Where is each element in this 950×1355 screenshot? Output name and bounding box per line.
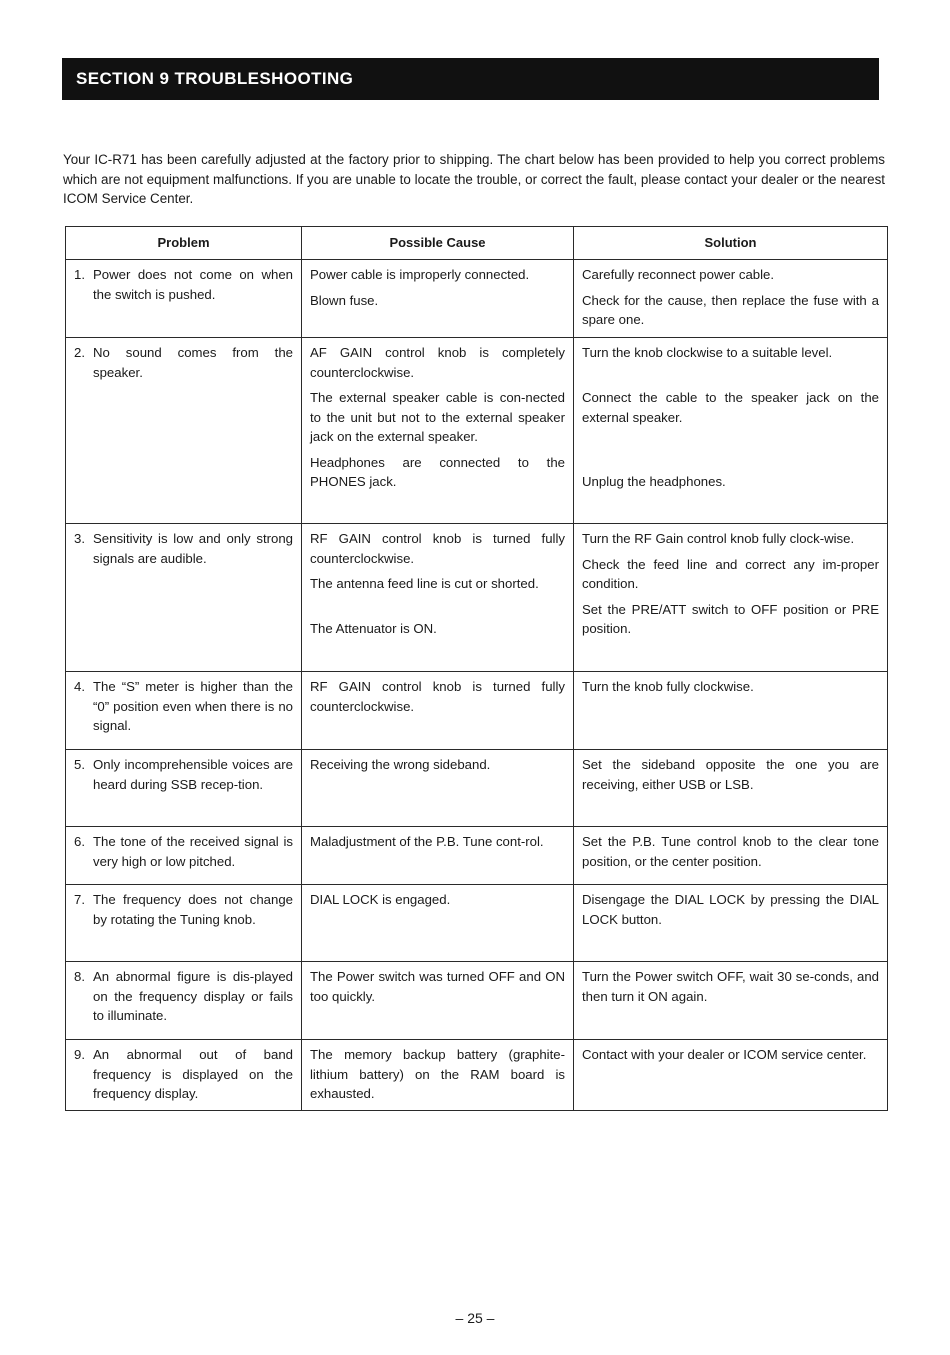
solution-cell <box>574 827 888 885</box>
cause-item: Blown fuse. <box>310 292 379 308</box>
problem-number: 2. <box>74 345 85 360</box>
cause-cell <box>302 672 574 750</box>
table-row <box>66 827 888 885</box>
solution-item: Turn the knob fully clockwise. <box>582 679 754 694</box>
solution-item: Set the sideband opposite the one you are receiving, either USB or LSB. <box>582 757 879 792</box>
cause-item: AF GAIN control knob is completely counterclockwise. <box>310 345 565 380</box>
solution-cell <box>574 524 888 672</box>
problem-number: 5. <box>74 757 85 772</box>
cause-item: Power cable is improperly connected. <box>310 267 530 282</box>
problem-text: The tone of the received signal is very high or low pitched. <box>93 834 293 869</box>
section-header <box>62 58 879 100</box>
solution-item: Turn the RF Gain control knob fully clock-wise. <box>582 531 855 546</box>
cause-item: Receiving the wrong sideband. <box>310 757 491 772</box>
cause-item: The Power switch was turned OFF and ON too quickly. <box>310 969 565 1004</box>
solution-item: Turn the knob clockwise to a suitable level. <box>582 345 833 360</box>
header-solution: Solution <box>574 227 888 260</box>
cause-item: The memory backup battery (graphite-lithium battery) on the RAM board is exhausted. <box>310 1047 565 1101</box>
solution-item: Contact with your dealer or ICOM service center. <box>582 1047 867 1062</box>
problem-number: 9. <box>74 1047 85 1062</box>
troubleshooting-table <box>65 226 888 1111</box>
solution-item: Check for the cause, then replace the fuse with a spare one. <box>582 292 879 327</box>
problem-cell <box>66 524 302 672</box>
problem-text: Only incomprehensible voices are heard during SSB recep-tion. <box>93 757 293 792</box>
cause-item: The Attenuator is ON. <box>310 621 437 636</box>
table-row <box>66 885 888 962</box>
problem-number: 4. <box>74 679 85 694</box>
solution-item: Unplug the headphones. <box>582 474 726 489</box>
problem-text: The “S” meter is higher than the “0” position even when there is no signal. <box>93 679 293 733</box>
table-header-row <box>66 227 888 260</box>
problem-number: 6. <box>74 834 85 849</box>
solution-item: Turn the Power switch OFF, wait 30 se-conds, and then turn it ON again. <box>582 969 879 1004</box>
problem-number: 1. <box>74 267 85 282</box>
problem-text: Power does not come on when the switch is pushed. <box>93 267 293 302</box>
problem-cell <box>66 827 302 885</box>
problem-text: An abnormal out of band frequency is displayed on the frequency display. <box>93 1047 293 1101</box>
cause-cell <box>302 827 574 885</box>
cause-cell <box>302 962 574 1040</box>
problem-text: No sound comes from the speaker. <box>93 345 293 380</box>
solution-cell <box>574 260 888 338</box>
problem-cell <box>66 672 302 750</box>
solution-cell <box>574 750 888 827</box>
intro-paragraph: Your IC-R71 has been carefully adjusted at the factory prior to shipping. The chart below has been provided to help you correct problems which are not equipment malfunctions. If you are unable to locate the trouble, or correct the fault, please contact your dealer or the nearest ICOM Service Center. <box>63 152 885 206</box>
table-row <box>66 672 888 750</box>
cause-item: DIAL LOCK is engaged. <box>310 892 451 907</box>
header-possible-cause: Possible Cause <box>302 227 574 260</box>
problem-text: An abnormal figure is dis-played on the frequency display or fails to illuminate. <box>93 969 293 1023</box>
cause-item: Maladjustment of the P.B. Tune cont-rol. <box>310 834 544 849</box>
solution-cell <box>574 1040 888 1111</box>
problem-cell <box>66 962 302 1040</box>
solution-cell <box>574 885 888 962</box>
problem-cell <box>66 885 302 962</box>
cause-cell <box>302 1040 574 1111</box>
problem-cell <box>66 338 302 524</box>
table-row <box>66 338 888 524</box>
table-row <box>66 962 888 1040</box>
table-row <box>66 260 888 338</box>
cause-cell <box>302 260 574 338</box>
problem-cell <box>66 1040 302 1111</box>
problem-number: 3. <box>74 531 85 546</box>
problem-number: 8. <box>74 969 85 984</box>
table-row <box>66 750 888 827</box>
problem-cell <box>66 750 302 827</box>
table-row <box>66 524 888 672</box>
solution-item: Set the PRE/ATT switch to OFF position or PRE position. <box>582 601 879 636</box>
cause-cell <box>302 524 574 672</box>
section-title: SECTION 9 TROUBLESHOOTING <box>76 69 354 88</box>
solution-item: Check the feed line and correct any im-proper condition. <box>582 556 879 591</box>
header-problem: Problem <box>66 227 302 260</box>
solution-item: Connect the cable to the speaker jack on the external speaker. <box>582 390 879 425</box>
cause-item: Headphones are connected to the PHONES jack. <box>310 454 565 489</box>
problem-text: The frequency does not change by rotating the Tuning knob. <box>93 892 293 927</box>
problem-cell <box>66 260 302 338</box>
cause-cell <box>302 885 574 962</box>
solution-cell <box>574 338 888 524</box>
problem-number: 7. <box>74 892 85 907</box>
cause-item: The antenna feed line is cut or shorted. <box>310 576 539 591</box>
cause-item: RF GAIN control knob is turned fully counterclockwise. <box>310 679 565 714</box>
table-row <box>66 1040 888 1111</box>
cause-item: The external speaker cable is con-nected to the unit but not to the external speaker jack on the external speaker. <box>310 390 565 444</box>
solution-cell <box>574 672 888 750</box>
problem-text: Sensitivity is low and only strong signals are audible. <box>93 531 293 566</box>
cause-cell <box>302 338 574 524</box>
page-number: – 25 – <box>455 1310 495 1326</box>
solution-item: Disengage the DIAL LOCK by pressing the DIAL LOCK button. <box>582 892 879 927</box>
solution-cell <box>574 962 888 1040</box>
solution-item: Set the P.B. Tune control knob to the clear tone position, or the center position. <box>582 834 879 869</box>
solution-item: Carefully reconnect power cable. <box>582 267 775 282</box>
cause-cell <box>302 750 574 827</box>
cause-item: RF GAIN control knob is turned fully counterclockwise. <box>310 531 565 566</box>
